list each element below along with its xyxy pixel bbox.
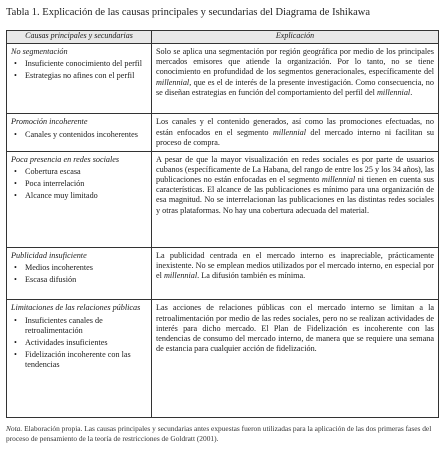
explanation-cell: La publicidad centrada en el mercado interno es inapreciable, prácticamente inexistente. No se emplean medios utilizados por el mercado interno, en especial por el millennial. La difusión también es mínima. — [152, 248, 439, 300]
secondary-cause: • Insuficiente conocimiento del perfil — [11, 59, 148, 69]
explanation-cell: Las acciones de relaciones públicas con el mercado interno se limitan a la retroalimentación por medio de las redes sociales, pero no se realizan actividades de interés para dicho mercado. El Plan de Fidelización es incoherente con las tendencias de consumo del mercado interno, de manera que se requiere una semana de estancia para cualquier acción de fidelización. — [152, 300, 439, 418]
secondary-cause: • Estrategias no afines con el perfil — [11, 71, 148, 81]
secondary-causes-list — [11, 167, 148, 202]
table-row — [7, 151, 439, 248]
secondary-causes-list — [11, 316, 148, 371]
table-row — [7, 248, 439, 300]
explanation-cell: A pesar de que la mayor visualización en redes sociales es por parte de usuarios cubanos (específicamente de La Habana, del rango de entre los 25 y los 34 años), las publicaciones no están enfocadas en el segmento millennial ni tienen en cuenta sus características. El alcance de las publicaciones es mínimo para una organización de esa magnitud. No se interrelacionan las publicaciones en las distintas redes sociales y otras plataformas. No hay una cobertura adecuada del material. — [152, 151, 439, 248]
causes-cell — [7, 151, 152, 248]
emphasis-text: millennial — [321, 174, 356, 184]
secondary-cause: • Cobertura escasa — [11, 167, 148, 177]
secondary-cause: • Medios incoherentes — [11, 263, 148, 273]
note-text: Elaboración propia. Las causas principales y secundarias antes expuestas fueron utilizadas para la aplicación de las dos primeras fases del proceso de pensamiento de la teoría de restricciones de Goldratt (2001). — [6, 424, 432, 443]
secondary-cause: • Alcance muy limitado — [11, 191, 148, 201]
secondary-causes-list — [11, 59, 148, 81]
emphasis-text: millennial — [377, 87, 411, 97]
causes-cell — [7, 300, 152, 418]
secondary-cause: • Insuficientes canales de retroalimentación — [11, 316, 148, 336]
secondary-cause: • Actividades insuficientes — [11, 338, 148, 348]
causes-cell — [7, 44, 152, 114]
emphasis-text: millennial — [272, 127, 307, 137]
emphasis-text: millennial — [156, 77, 190, 87]
secondary-causes-list — [11, 130, 148, 140]
main-cause: Poca presencia en redes sociales — [11, 154, 120, 164]
table-caption: Tabla 1. Explicación de las causas principales y secundarias del Diagrama de Ishikawa — [6, 7, 370, 18]
table-row — [7, 114, 439, 151]
secondary-cause: • Canales y contenidos incoherentes — [11, 130, 148, 140]
emphasis-text: millennial — [163, 271, 198, 281]
table-row — [7, 44, 439, 114]
table-note — [6, 424, 441, 444]
secondary-cause: • Poca interrelación — [11, 179, 148, 189]
ishikawa-table — [6, 30, 439, 418]
note-label: Nota. — [6, 424, 23, 433]
table-row — [7, 300, 439, 418]
header-explanation: Explicación — [152, 31, 439, 44]
header-causes: Causas principales y secundarias — [7, 31, 152, 44]
causes-cell — [7, 114, 152, 151]
main-cause: Promoción incoherente — [11, 117, 88, 127]
explanation-cell: Los canales y el contenido generados, así como las promociones efectuadas, no están enfocados en el segmento millennial del mercado interno ni facilitan su proceso de compra. — [152, 114, 439, 151]
explanation-cell: Solo se aplica una segmentación por región geográfica por medio de los principales mercados emisores que atiende la organización. Por lo tanto, no se tiene conocimiento en profundidad de los segmentos generacionales, específicamente del millennial, que es el de interés de la presente investigación. Como consecuencia, no se diseñan estrategias en función del comportamiento del perfil del millennial. — [152, 44, 439, 114]
secondary-cause: • Fidelización incoherente con las tendencias — [11, 350, 148, 370]
causes-cell — [7, 248, 152, 300]
secondary-causes-list — [11, 263, 148, 285]
main-cause: Publicidad insuficiente — [11, 251, 87, 261]
main-cause: Limitaciones de las relaciones públicas — [11, 303, 141, 313]
table-header-row — [7, 31, 439, 44]
main-cause: No segmentación — [11, 47, 68, 56]
secondary-cause: • Escasa difusión — [11, 275, 148, 285]
